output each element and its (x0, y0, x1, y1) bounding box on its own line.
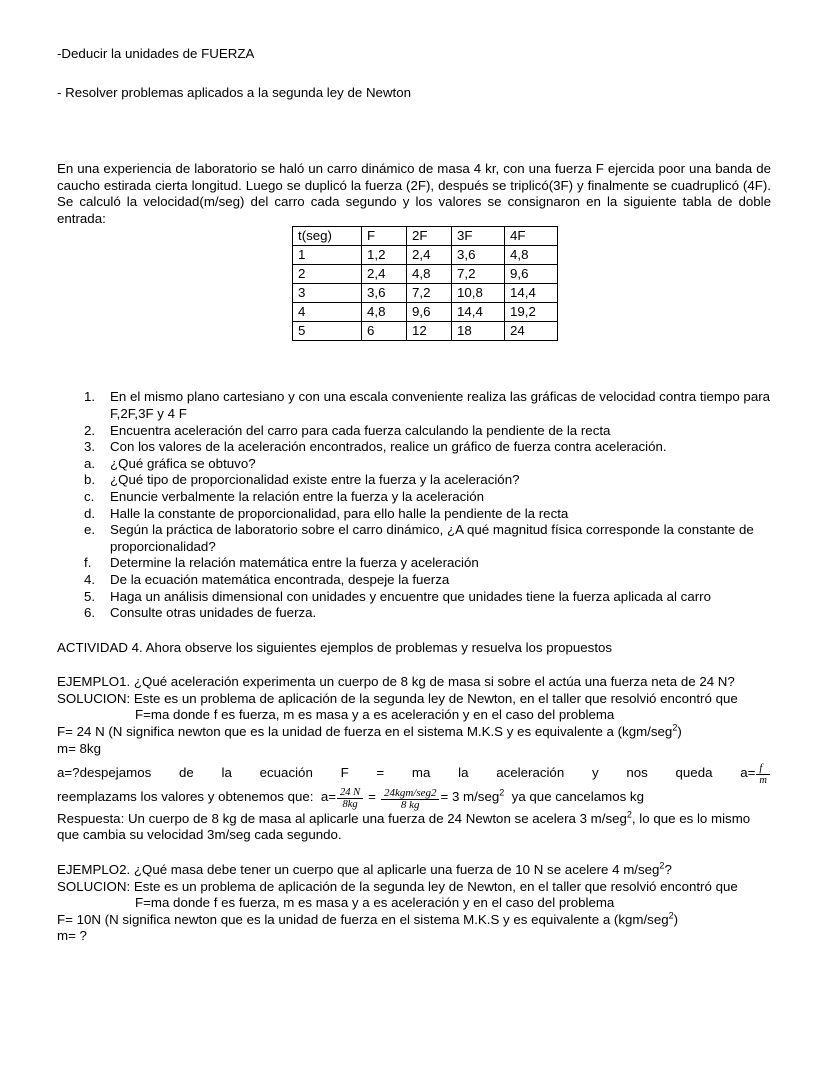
list-item-text: ¿Qué gráfica se obtuvo? (110, 455, 256, 471)
table-cell: 5 (293, 322, 362, 341)
list-marker: 2. (84, 422, 96, 438)
list-item (57, 456, 771, 473)
table-cell: 1,2 (362, 246, 407, 265)
answer-post: , lo que es lo mismo que cambia su velocidad 3m/seg cada segundo. (57, 810, 751, 843)
intro-paragraph: En una experiencia de laboratorio se haló un carro dinámico de masa 4 kr, con una fuerza F ejercida poor una banda de caucho estirada cierta longitud. Luego se duplicó la fuerza (2F), después se triplicó(3F) y finalmente se cuadruplicó (4F). Se calculó la velocidad(m/seg) del carro cada segundo y los valores se consignaron en la siguiente tabla de doble entrada: (57, 161, 771, 226)
example1-calculation-row (57, 786, 771, 811)
table-header-cell: F (362, 227, 407, 246)
example1-mass-line: m= 8kg (57, 740, 101, 756)
force-line-pre: F= 24 N (N significa newton que es la unidad de fuerza en el sistema M.K.S y es equivalente a (kgm/seg (57, 724, 673, 740)
list-item-text: Con los valores de la aceleración encontrados, realice un gráfico de fuerza contra aceleración. (110, 439, 667, 455)
list-item-text: Según la práctica de laboratorio sobre el carro dinámico, ¿A qué magnitud física corresponde la constante de proporcionalidad? (110, 522, 754, 554)
answer-pre: Respuesta: Un cuerpo de 8 kg de masa al aplicarle una fuerza de 24 Newton se acelera 3 m/seg (57, 810, 627, 826)
list-item (57, 489, 771, 506)
example1-answer (57, 811, 771, 844)
example2-mass-line: m= ? (57, 928, 87, 944)
table-header-cell: 3F (452, 227, 505, 246)
unknown-label: a=? (57, 765, 80, 781)
list-item-text: Consulte otras unidades de fuerza. (110, 605, 317, 621)
table-cell: 3 (293, 284, 362, 303)
fraction-numerator: 24 N (337, 787, 363, 799)
list-item (57, 472, 771, 489)
list-item (57, 605, 771, 622)
list-marker: 3. (84, 439, 96, 455)
table-cell: 9,6 (505, 265, 558, 284)
list-marker: d. (84, 505, 96, 521)
question-list (57, 389, 771, 621)
objective-line-1: -Deducir la unidades de FUERZA (57, 46, 255, 61)
list-item-text: ¿Qué tipo de proporcionalidad existe entre la fuerza y la aceleración? (110, 472, 520, 488)
force-line-post: ) (673, 911, 679, 927)
table-cell: 2 (293, 265, 362, 284)
example1-statement: EJEMPLO1. ¿Qué aceleración experimenta un cuerpo de 8 kg de masa si sobre el actúa una fuerza neta de 24 N? (57, 674, 735, 690)
table-cell: 19,2 (505, 303, 558, 322)
list-marker: e. (84, 522, 96, 538)
table-cell: 4 (293, 303, 362, 322)
equals-sign: = (368, 789, 376, 805)
list-item-text: Halle la constante de proporcionalidad, para ello halle la pendiente de la recta (110, 505, 569, 521)
statement-post: ? (664, 862, 672, 878)
example2-statement (57, 862, 771, 879)
list-item-text: Encuentra aceleración del carro para cada fuerza calculando la pendiente de la recta (110, 422, 611, 438)
list-item (57, 555, 771, 572)
table-cell: 10,8 (452, 284, 505, 303)
spacer (57, 371, 771, 389)
table-cell: 6 (362, 322, 407, 341)
fraction-f-over-m (756, 763, 770, 786)
force-line-post: ) (677, 724, 682, 740)
table-header-cell: 4F (505, 227, 558, 246)
spacer (57, 341, 771, 371)
replace-text: reemplazams los valores y obtenemos que: (57, 789, 314, 805)
statement-pre: EJEMPLO2. ¿Qué masa debe tener un cuerpo que al aplicarle una fuerza de 10 N se acelere 4 m/seg (57, 862, 660, 878)
table-cell: 24 (505, 322, 558, 341)
spacer (57, 131, 771, 161)
table-cell: 2,4 (407, 246, 452, 265)
example1-formula-line: F=ma donde f es fuerza, m es masa y a es aceleración y en el caso del problema (135, 707, 615, 723)
table-row (293, 303, 558, 322)
table-row (293, 246, 558, 265)
calc-result-exponent: 2 (499, 787, 505, 798)
list-item (57, 389, 771, 422)
list-item (57, 522, 771, 555)
list-item-text: Determine la relación matemática entre la fuerza y aceleración (110, 555, 479, 571)
list-item (57, 572, 771, 589)
table-header-cell: 2F (407, 227, 452, 246)
table-cell: 9,6 (407, 303, 452, 322)
spacer (57, 844, 771, 862)
table-cell: 4,8 (505, 246, 558, 265)
document-body (57, 46, 771, 945)
table-cell: 2,4 (362, 265, 407, 284)
list-item (57, 439, 771, 456)
table-row (293, 284, 558, 303)
example1-solution-intro: SOLUCION: Este es un problema de aplicación de la segunda ley de Newton, en el taller que resolvió encontró que (57, 690, 738, 706)
fraction-numerator: f (756, 763, 770, 775)
velocity-table-wrapper (57, 226, 771, 341)
force-line-pre: F= 10N (N significa newton que es la unidad de fuerza en el sistema M.K.S y es equivalente a (kgm/seg (57, 911, 669, 927)
statement-exponent: 2 (659, 860, 665, 871)
example2-formula-line: F=ma donde f es fuerza, m es masa y a es aceleración y en el caso del problema (135, 895, 615, 911)
list-item-text: En el mismo plano cartesiano y con una escala conveniente realiza las gráficas de velocidad contra tiempo para F,2F,3F y 4 F (110, 389, 771, 421)
list-item-text: Enuncie verbalmente la relación entre la fuerza y la aceleración (110, 488, 485, 504)
table-cell: 4,8 (362, 303, 407, 322)
fraction-denominator: m (759, 775, 767, 787)
table-cell: 7,2 (452, 265, 505, 284)
answer-exponent: 2 (626, 809, 632, 820)
table-cell: 18 (452, 322, 505, 341)
table-header-cell: t(seg) (293, 227, 362, 246)
spacer (57, 63, 771, 85)
table-row (293, 322, 558, 341)
list-marker: a. (84, 455, 96, 471)
table-cell: 3,6 (452, 246, 505, 265)
calc-variable: a= (320, 789, 337, 805)
list-item-text: Haga un análisis dimensional con unidades y encuentre que unidades tiene la fuerza aplicada al carro (110, 588, 711, 604)
table-cell: 14,4 (505, 284, 558, 303)
spacer (57, 622, 771, 640)
table-row (293, 265, 558, 284)
list-marker: f. (84, 555, 92, 571)
activity-heading: ACTIVIDAD 4. Ahora observe los siguientes ejemplos de problemas y resuelva los propuestos (57, 639, 613, 655)
spacer (57, 656, 771, 674)
example2-solution-intro: SOLUCION: Este es un problema de aplicación de la segunda ley de Newton, en el taller que resolvió encontró que (57, 878, 738, 894)
clear-equation-text: despejamos de la ecuación F = ma la aceleración y nos queda a= (79, 765, 756, 781)
list-marker: 1. (84, 389, 96, 405)
list-item-text: De la ecuación matemática encontrada, despeje la fuerza (110, 571, 450, 587)
force-line-exponent: 2 (672, 722, 678, 733)
fraction-denominator: 8kg (342, 799, 358, 811)
list-marker: 4. (84, 571, 96, 587)
table-cell: 12 (407, 322, 452, 341)
list-item (57, 589, 771, 606)
table-cell: 7,2 (407, 284, 452, 303)
list-item (57, 506, 771, 523)
objective-line-2: - Resolver problemas aplicados a la segunda ley de Newton (57, 84, 412, 100)
fraction-numerator: 24kgm/seg2 (381, 788, 440, 800)
calc-tail-text: ya que cancelamos kg (511, 789, 644, 805)
example1-force-line (57, 724, 771, 741)
example2-force-line (57, 912, 771, 929)
fraction-24kgmseg2-over-8kg (381, 788, 440, 811)
spacer (57, 101, 771, 131)
table-header-row (293, 227, 558, 246)
list-item (57, 423, 771, 440)
calc-result: = 3 m/seg (440, 789, 500, 805)
example1-clear-equation-row (57, 763, 771, 786)
table-cell: 3,6 (362, 284, 407, 303)
list-marker: c. (84, 488, 95, 504)
force-line-exponent: 2 (668, 910, 674, 921)
table-cell: 4,8 (407, 265, 452, 284)
list-marker: 6. (84, 605, 96, 621)
fraction-denominator: 8 kg (400, 798, 420, 811)
table-cell: 1 (293, 246, 362, 265)
list-marker: b. (84, 472, 96, 488)
fraction-24n-over-8kg (337, 787, 363, 810)
list-marker: 5. (84, 588, 96, 604)
table-cell: 14,4 (452, 303, 505, 322)
velocity-table (292, 226, 558, 341)
